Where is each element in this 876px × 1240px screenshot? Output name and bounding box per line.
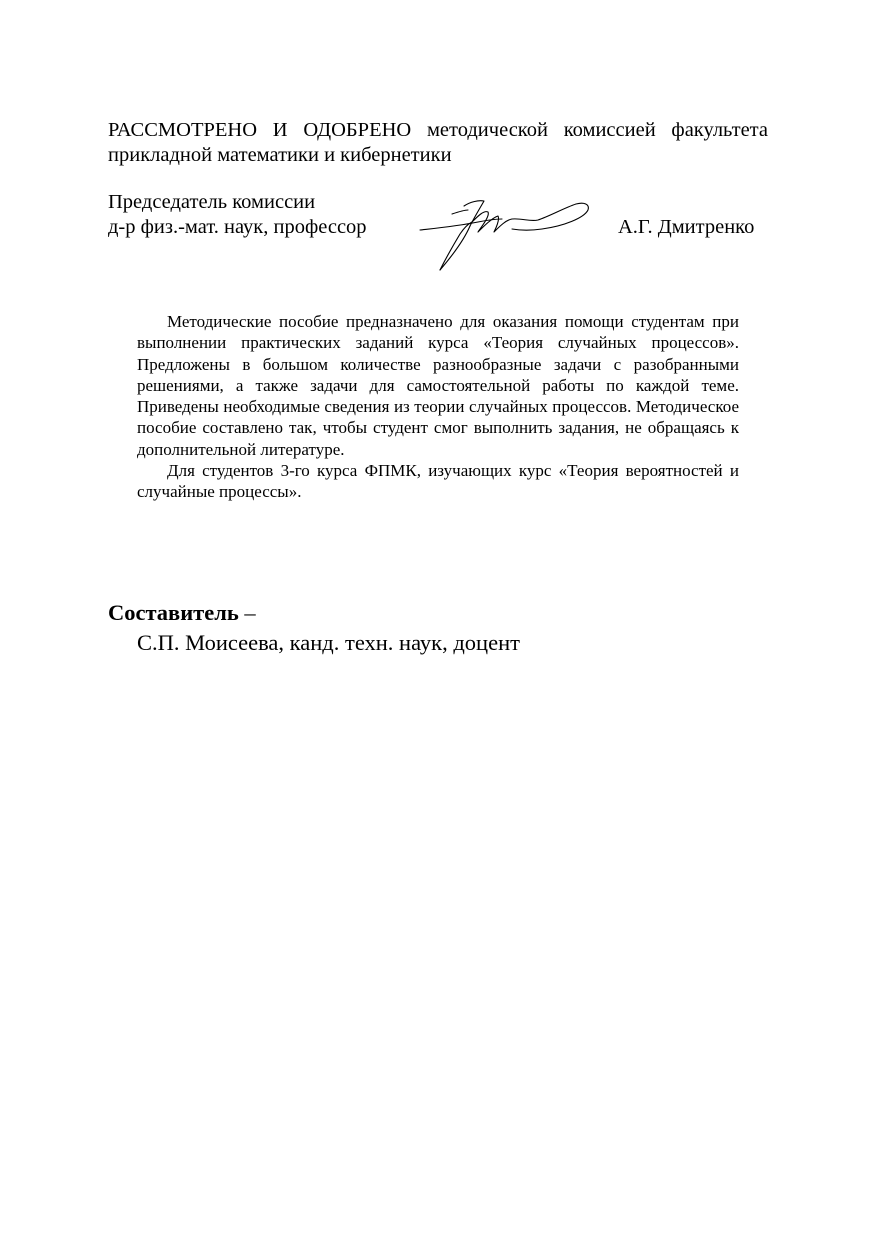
abstract — [137, 311, 739, 503]
chairman-degree: д-р физ.-мат. наук, профессор — [108, 216, 367, 238]
chairman-title: Председатель комиссии — [108, 191, 316, 213]
compiler-heading — [108, 599, 256, 627]
compiler-name: С.П. Моисеева, канд. техн. наук, доцент — [137, 630, 520, 655]
chairman-name: А.Г. Дмитренко — [618, 216, 755, 238]
approval-line-2: прикладной математики и кибернетики — [108, 144, 452, 166]
abstract-paragraph-1: Методические пособие предназначено для оказания помощи студентам при выполнении практических заданий курса «Теория случайных процессов». Предложены в большом количестве разнообразные задачи с разобранными решениями, а также задачи для самостоятельной работы по каждой теме. Приведены необходимые сведения из теории случайных процессов. Методическое пособие составлено так, чтобы студент смог выполнить задания, не обращаясь к дополнительной литературе. — [137, 312, 739, 459]
approval-line-1: РАССМОТРЕНО И ОДОБРЕНО методической комиссией факультета — [108, 119, 768, 141]
compiler-label: Составитель — [108, 600, 239, 625]
handwritten-signature — [418, 192, 593, 274]
abstract-paragraph-2: Для студентов 3-го курса ФПМК, изучающих курс «Теория вероятностей и случайные процессы». — [137, 461, 739, 502]
compiler-dash: – — [238, 600, 256, 625]
approval-statement — [108, 118, 768, 168]
